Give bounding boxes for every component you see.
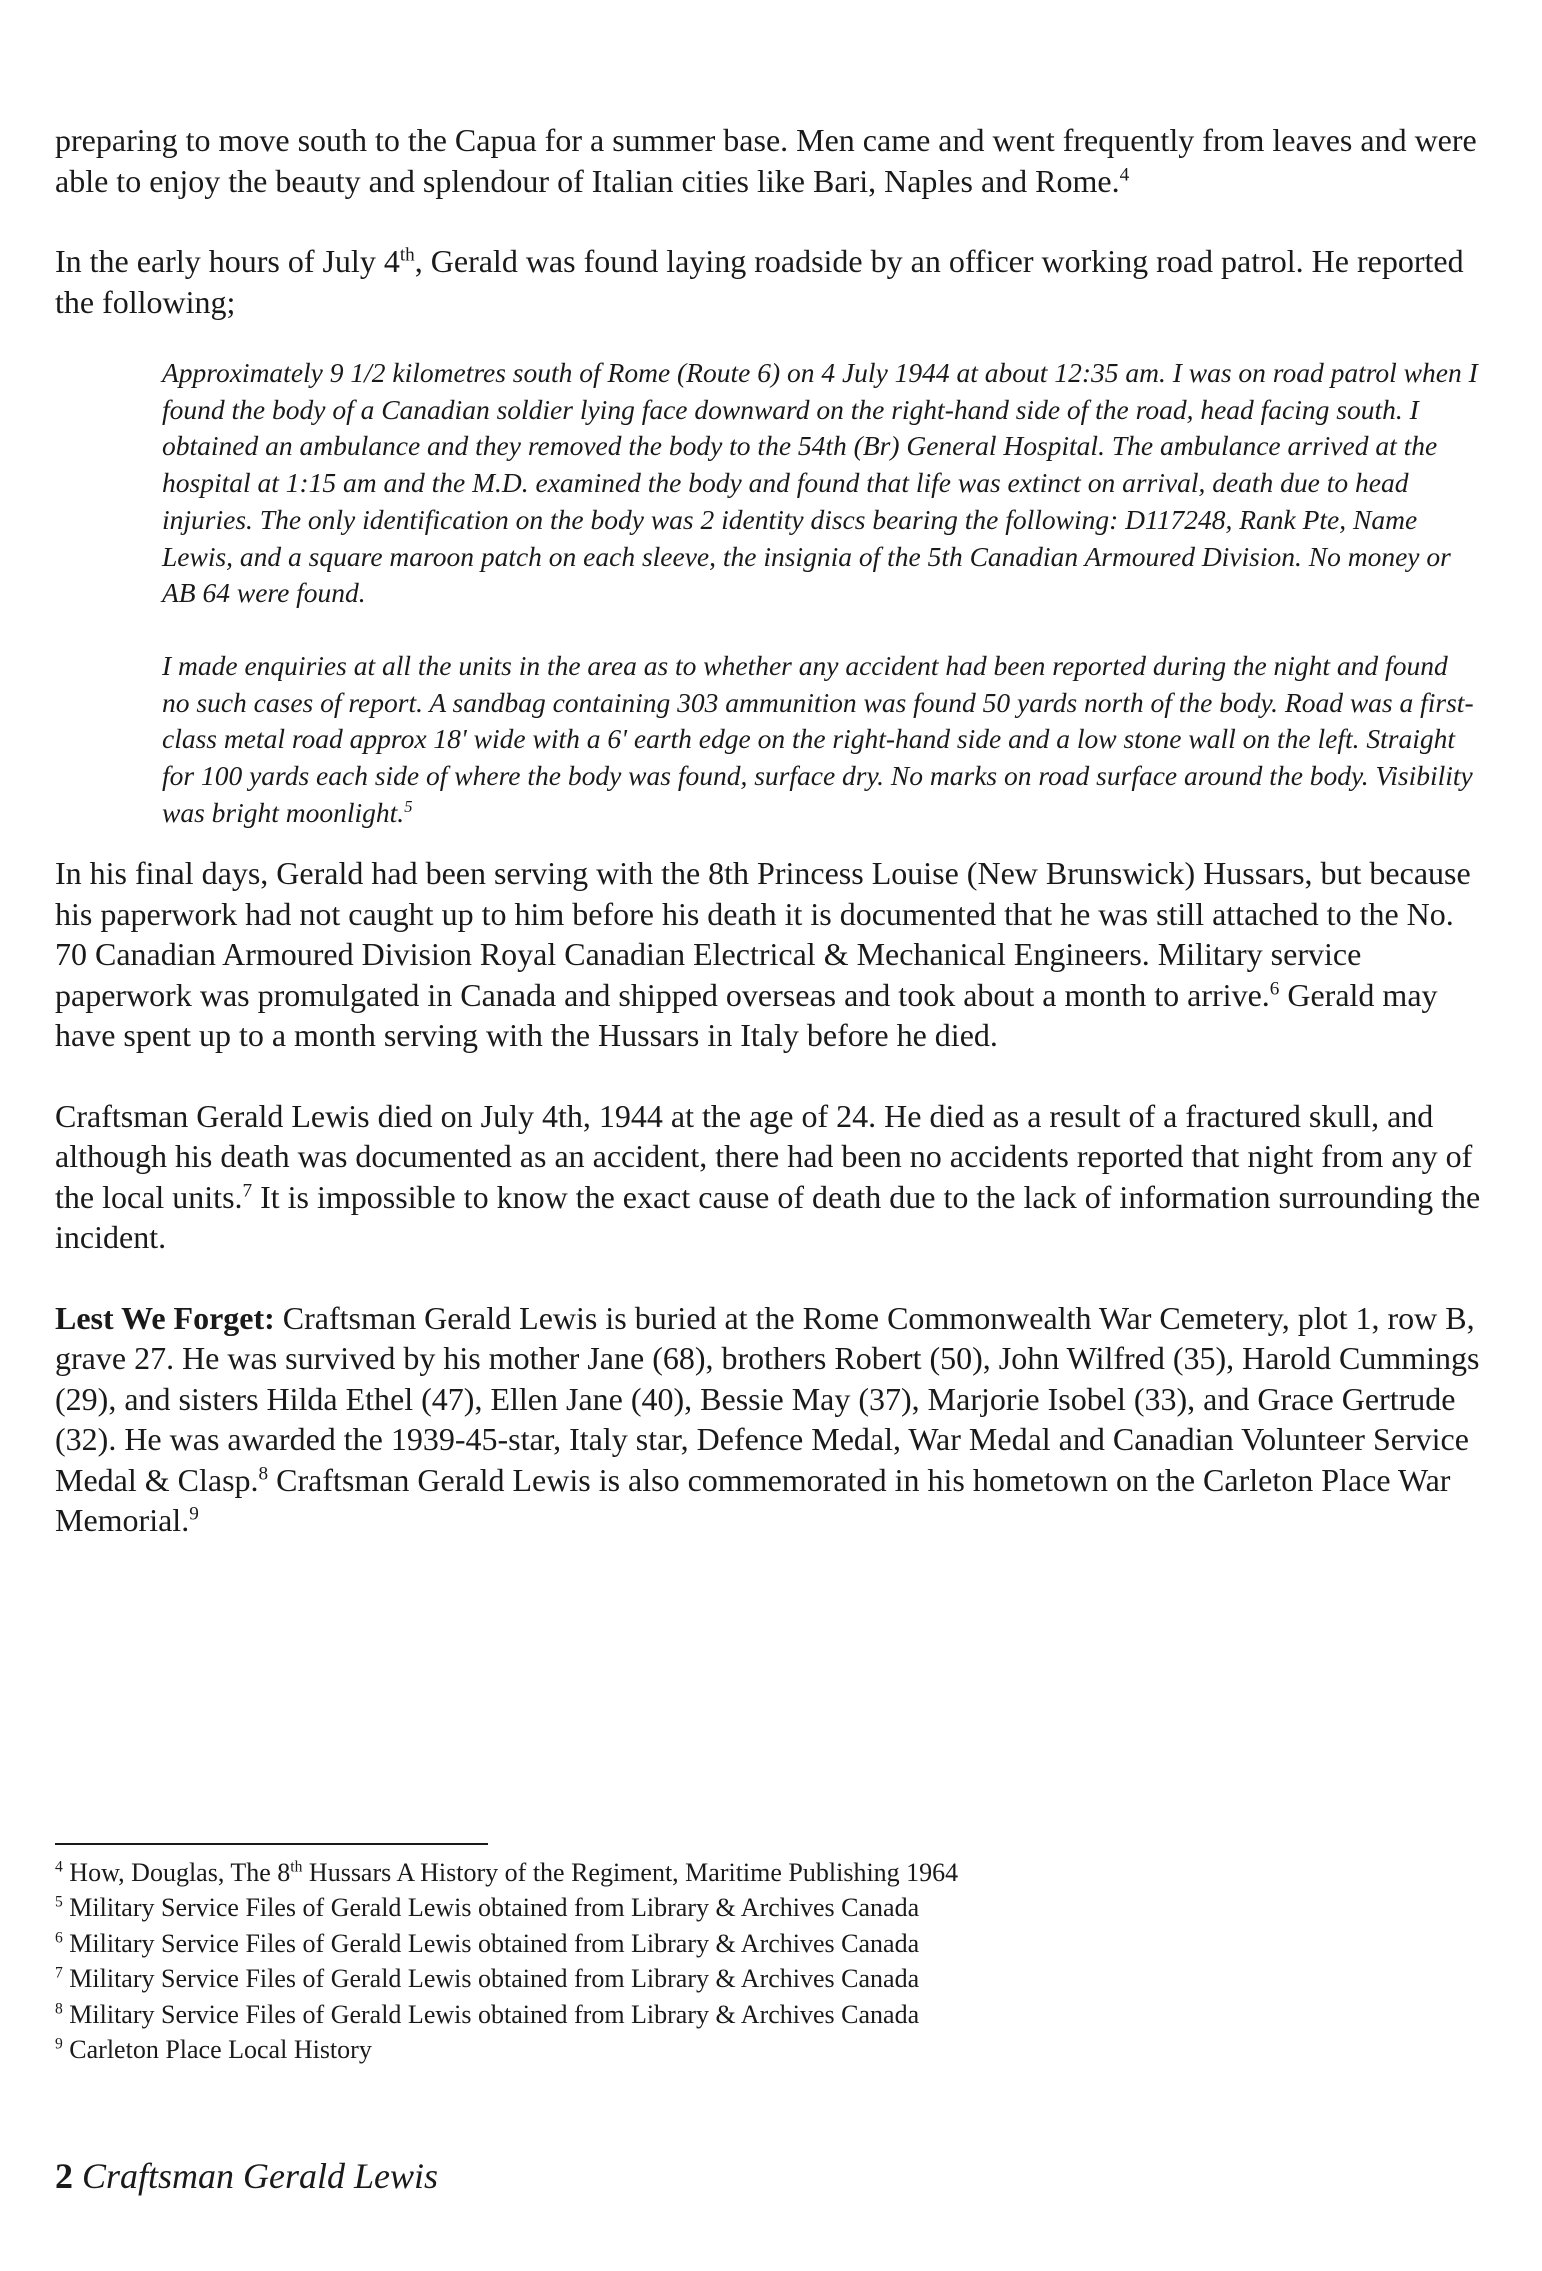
page-footer <box>55 2155 438 2197</box>
footnote-separator <box>55 1843 488 1845</box>
block-quote-report-1 <box>162 355 1482 612</box>
footnote-item <box>55 1961 1455 1996</box>
paragraph-death <box>55 1096 1485 1258</box>
footnote-number: 9 <box>55 2035 63 2053</box>
quote-text: Approximately 9 1/2 kilometres south of Rome (Route 6) on 4 July 1944 at about 12:35 am. I was on road patrol when I found the body of a Canadian soldier lying face downward on the right-hand side of the road, head facing south. I obtained an ambulance and they removed the body to the 54th (Br) General Hospital. The ambulance arrived at the hospital at 1:15 am and the M.D. examined the body and found that life was extinct on arrival, death due to head injuries. The only identification on the body was 2 identity discs bearing the following: D117248, Rank Pte, Name Lewis, and a square maroon patch on each sleeve, the insignia of the 5th Canadian Armoured Division. No money or AB 64 were found. <box>162 357 1478 609</box>
lest-we-forget-heading: Lest We Forget: <box>55 1299 275 1336</box>
footnote-number: 8 <box>55 1999 63 2017</box>
paragraph-text: Craftsman Gerald Lewis died on July 4th, 1944 at the age of 24. He died as a result of a fractured skull, and although his death was documented as an accident, there had been no accidents reported that night from any of the local units. <box>55 1097 1473 1215</box>
footnote-text: How, Douglas, The 8 <box>69 1858 291 1887</box>
footnote-text: Military Service Files of Gerald Lewis obtained from Library & Archives Canada <box>69 1893 920 1923</box>
paragraph-capua <box>55 120 1485 201</box>
footnote-item <box>55 1855 1455 1890</box>
footnote-number: 5 <box>55 1893 63 1911</box>
quote-text: I made enquiries at all the units in the area as to whether any accident had been reported during the night and found no such cases of report. A sandbag containing 303 ammunition was found 50 yards north of the body. Road was a first-class metal road approx 18' wide with a 6' earth edge on the right-hand side and a low stone wall on the left. Straight for 100 yards each side of where the body was found, surface dry. No marks on road surface around the body. Visibility was bright moonlight. <box>162 649 1474 828</box>
footnote-text: Carleton Place Local History <box>69 2035 372 2065</box>
footnote-item <box>55 1926 1455 1961</box>
paragraph-text: Gerald may have spent up to a month serving with the Hussars in Italy before he died. <box>55 976 1438 1054</box>
footnote-number: 7 <box>55 1964 63 1982</box>
footnote-text: Military Service Files of Gerald Lewis obtained from Library & Archives Canada <box>69 1928 920 1958</box>
footnote-ref[interactable]: 9 <box>189 1503 199 1525</box>
footnote-item <box>55 1890 1455 1925</box>
paragraph-july-4 <box>55 241 1485 322</box>
page-body <box>55 120 1485 1541</box>
paragraph-text: It is impossible to know the exact cause of death due to the lack of information surrounding the incident. <box>55 1178 1481 1256</box>
paragraph-text: preparing to move south to the Capua for a summer base. Men came and went frequently from leaves and were able to enjoy the beauty and splendour of Italian cities like Bari, Naples and Rome. <box>55 122 1477 199</box>
paragraph-text: In his final days, Gerald had been serving with the 8th Princess Louise (New Brunswick) Hussars, but because his paperwork had not caught up to him before his death it is documented that he was still attached to the No. 70 Canadian Armoured Division Royal Canadian Electrical & Mechanical Engineers. Military service paperwork was promulgated in Canada and shipped overseas and took about a month to arrive. <box>55 855 1471 1013</box>
paragraph-text: In the early hours of July 4 <box>55 243 400 279</box>
footnote-ref[interactable]: 6 <box>1269 978 1280 1000</box>
footnote-ref[interactable]: 7 <box>242 1180 253 1202</box>
footnote-text: Military Service Files of Gerald Lewis obtained from Library & Archives Canada <box>69 1964 920 1994</box>
footnote-number: 6 <box>55 1929 63 1947</box>
block-quote-report-2 <box>162 648 1482 832</box>
paragraph-text: Craftsman Gerald Lewis is buried at the Rome Commonwealth War Cemetery, plot 1, row B, grave 27. He was survived by his mother Jane (68), brothers Robert (50), John Wilfred (35), Harold Cummings (29), and sisters Hilda Ethel (47), Ellen Jane (40), Bessie May (37), Marjorie Isobel (33), and Grace Gertrude (32). He was awarded the 1939-45-star, Italy star, Defence Medal, War Medal and Canadian Volunteer Service Medal & Clasp. <box>55 1299 1480 1498</box>
paragraph-final-days <box>55 853 1485 1056</box>
footnotes <box>55 1855 1455 2067</box>
footer-title: Craftsman Gerald Lewis <box>82 2156 439 2196</box>
ordinal-suffix: th <box>290 1858 303 1876</box>
footnote-text: Military Service Files of Gerald Lewis obtained from Library & Archives Canada <box>69 1999 920 2029</box>
paragraph-lest-we-forget <box>55 1298 1485 1541</box>
footnote-item <box>55 2032 1455 2067</box>
footnote-item <box>55 1997 1455 2032</box>
footnote-ref[interactable]: 5 <box>404 796 413 816</box>
footnote-number: 4 <box>55 1858 63 1876</box>
paragraph-text: Craftsman Gerald Lewis is also commemorated in his hometown on the Carleton Place War Memorial. <box>55 1461 1451 1539</box>
ordinal-suffix: th <box>399 244 415 266</box>
paragraph-text: , Gerald was found laying roadside by an officer working road patrol. He reported the following; <box>55 243 1464 320</box>
page-number: 2 <box>55 2156 73 2196</box>
footnote-ref[interactable]: 4 <box>1119 163 1130 185</box>
footnote-ref[interactable]: 8 <box>258 1463 269 1485</box>
footnote-text: Hussars A History of the Regiment, Maritime Publishing 1964 <box>302 1858 959 1887</box>
